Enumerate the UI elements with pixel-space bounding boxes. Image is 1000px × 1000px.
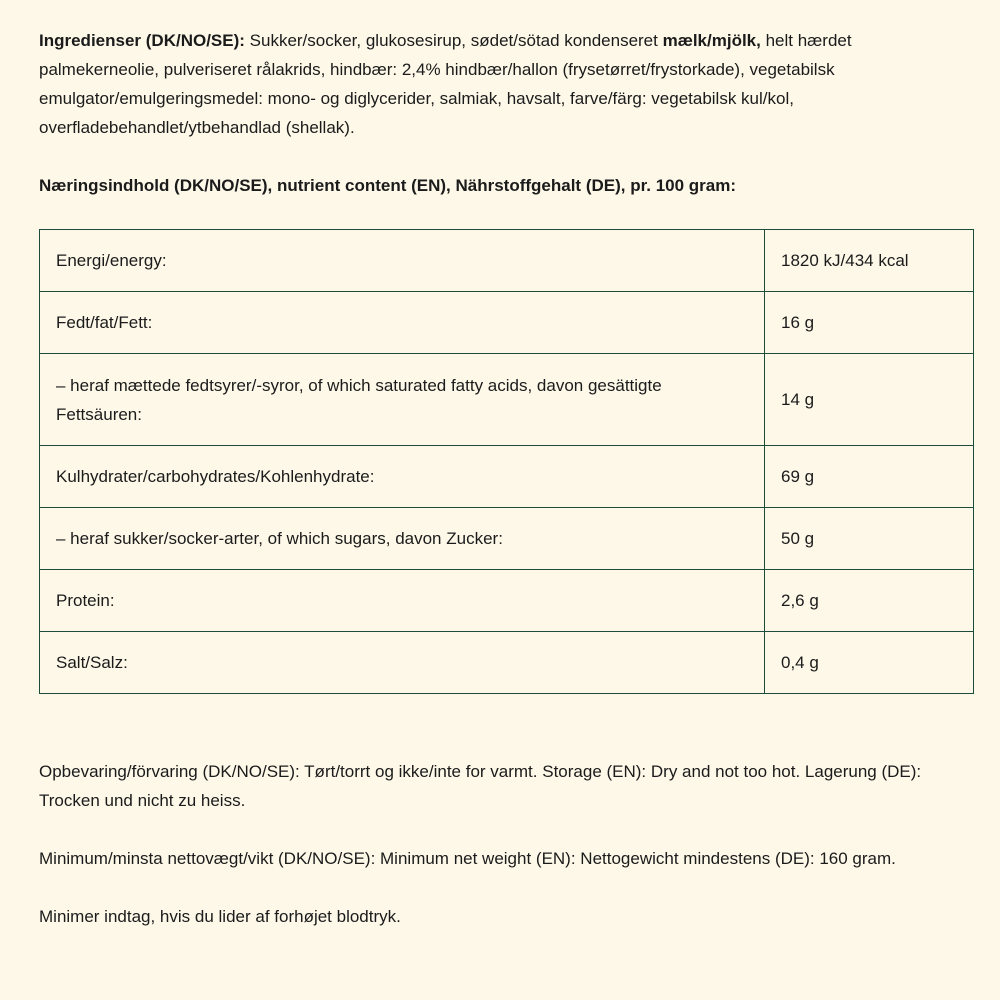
table-row: [40, 230, 974, 292]
nutrient-value: 50 g: [765, 508, 974, 570]
storage-text: Opbevaring/förvaring (DK/NO/SE): Tørt/torrt og ikke/inte for varmt. Storage (EN): Dry and not too hot. Lagerung (DE): Trocken und nicht zu heiss.: [39, 762, 922, 810]
table-row: [40, 570, 974, 632]
nutrient-name: Salt/Salz:: [40, 632, 765, 694]
nutrient-name: Energi/energy:: [40, 230, 765, 292]
nutrient-value: 14 g: [765, 354, 974, 446]
ingredients-part-1: Sukker/socker, glukosesirup, sødet/sötad kondenseret: [244, 31, 663, 50]
nutrient-name: Kulhydrater/carbohydrates/Kohlenhydrate:: [40, 446, 765, 508]
ingredients-part-2: helt hærdet palmekerneolie, pulveriseret rålakrids, hindbær: 2,4% hindbær/hallon (frysetørret/frystorkade), vegetabilsk emulgator/emulgeringsmedel: mono- og diglycerider, salmiak, havsalt, farve/färg: vegetabilsk kul/kol, overfladebehandlet/ytbehandlad (shellak).: [39, 31, 852, 137]
nutrient-name: – heraf sukker/socker-arter, of which sugars, davon Zucker:: [40, 508, 765, 570]
blood-pressure-warning: Minimer indtag, hvis du lider af forhøjet blodtryk.: [39, 907, 401, 926]
nutrient-value: 69 g: [765, 446, 974, 508]
table-row: [40, 446, 974, 508]
nutrition-table: [39, 229, 974, 694]
nutrient-value: 0,4 g: [765, 632, 974, 694]
nutrient-value: 16 g: [765, 292, 974, 354]
nutrient-value: 2,6 g: [765, 570, 974, 632]
ingredients-milk-allergen: mælk/mjölk,: [662, 31, 761, 50]
table-row: [40, 354, 974, 446]
ingredients-text: [39, 26, 959, 142]
net-weight-text: Minimum/minsta nettovægt/vikt (DK/NO/SE): Minimum net weight (EN): Nettogewicht mindestens (DE): 160 gram.: [39, 849, 896, 868]
product-info: [39, 26, 974, 931]
nutrient-name: – heraf mættede fedtsyrer/-syror, of which saturated fatty acids, davon gesättigte Fettsäuren:: [40, 354, 765, 446]
table-row: [40, 508, 974, 570]
nutrient-name: Fedt/fat/Fett:: [40, 292, 765, 354]
nutrition-heading: Næringsindhold (DK/NO/SE), nutrient content (EN), Nährstoffgehalt (DE), pr. 100 gram:: [39, 176, 737, 195]
table-row: [40, 632, 974, 694]
ingredients-label: Ingredienser (DK/NO/SE):: [39, 31, 245, 50]
nutrient-value: 1820 kJ/434 kcal: [765, 230, 974, 292]
nutrient-name: Protein:: [40, 570, 765, 632]
table-row: [40, 292, 974, 354]
